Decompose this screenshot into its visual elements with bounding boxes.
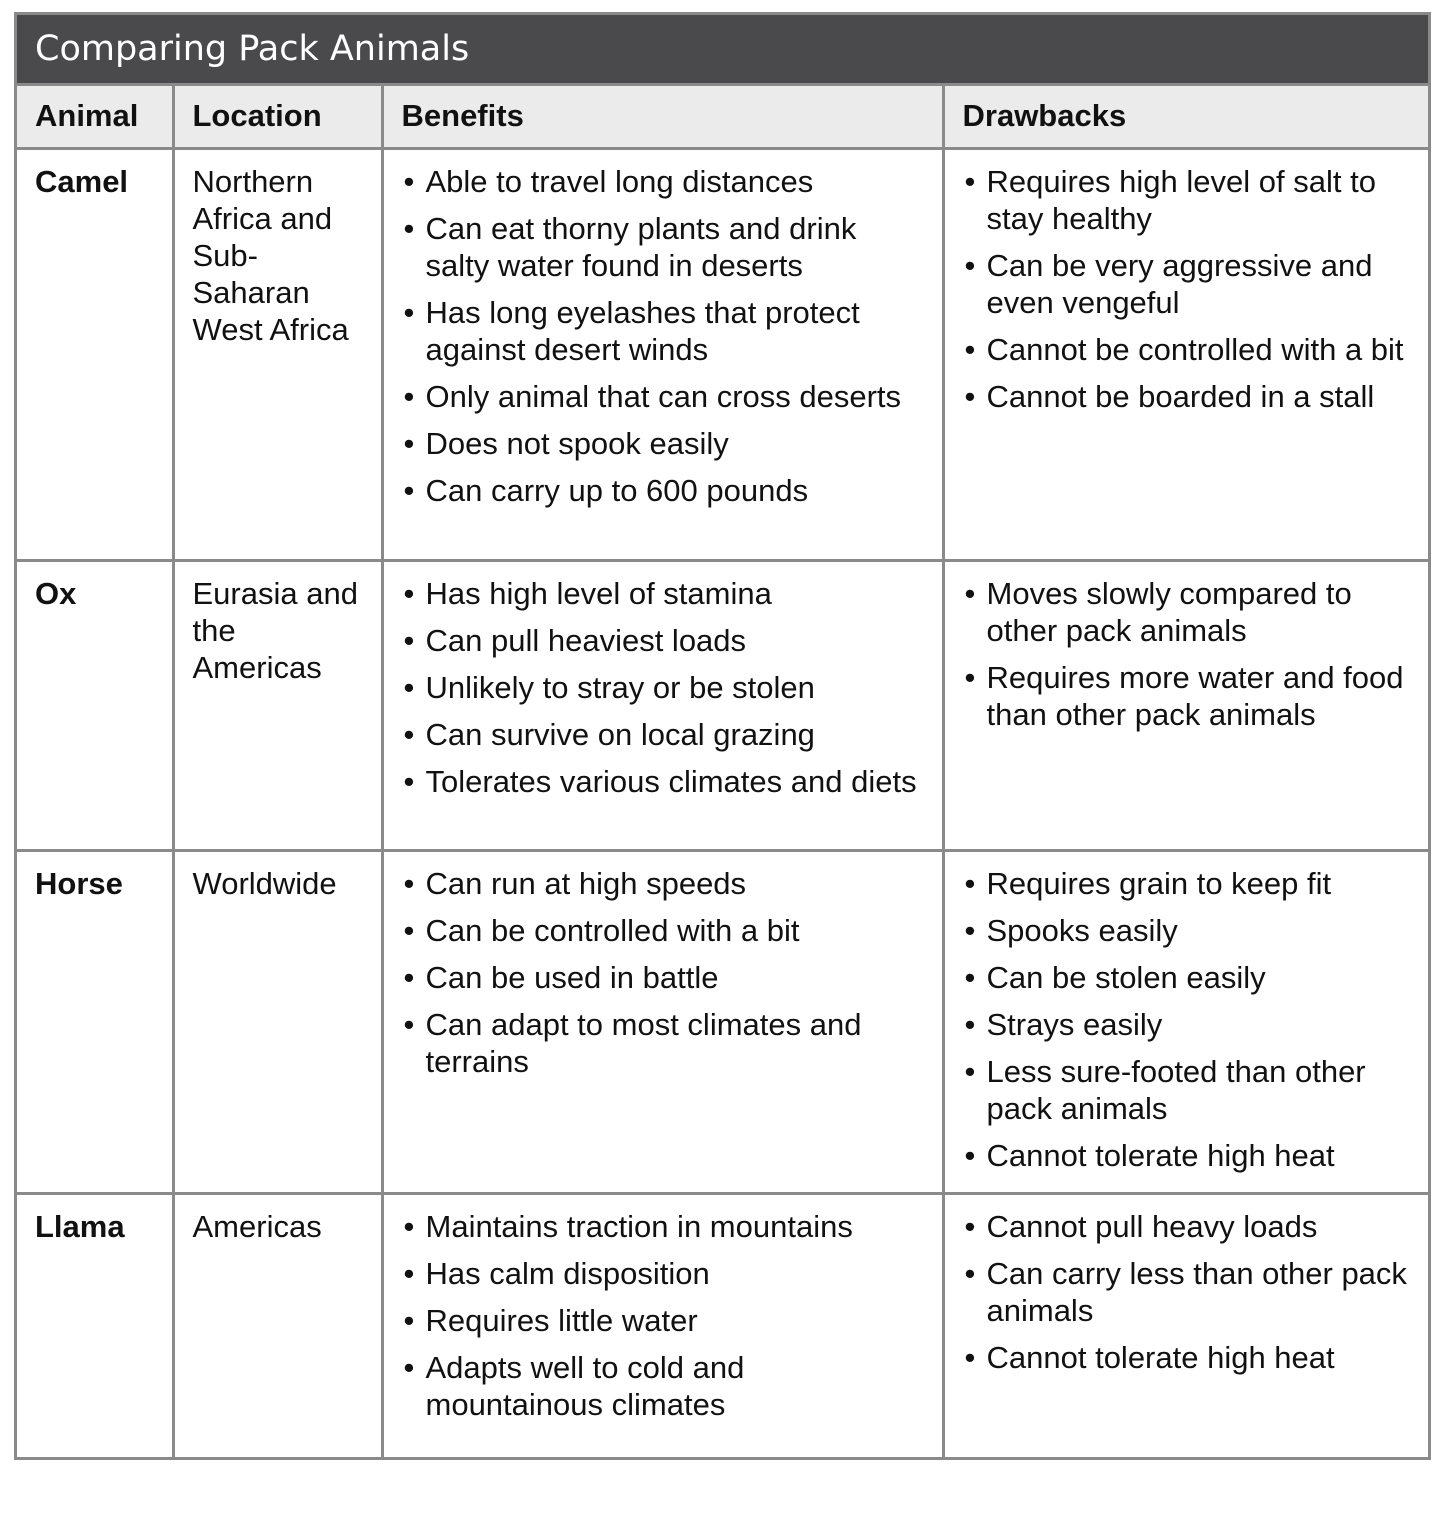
list-item: • Spooks easily — [965, 912, 1415, 949]
list-item: • Less sure-footed than other pack animals — [965, 1053, 1415, 1127]
drawbacks-cell — [943, 560, 1428, 850]
drawbacks-list — [965, 163, 1415, 415]
list-item: • Strays easily — [965, 1006, 1415, 1043]
list-item: • Cannot tolerate high heat — [965, 1339, 1415, 1376]
list-item: • Can be stolen easily — [965, 959, 1415, 996]
list-item: • Has high level of stamina — [404, 575, 928, 612]
list-item: • Has calm disposition — [404, 1255, 928, 1292]
list-item: • Can pull heaviest loads — [404, 622, 928, 659]
list-item: • Cannot be boarded in a stall — [965, 378, 1415, 415]
list-item: • Only animal that can cross deserts — [404, 378, 928, 415]
benefits-list — [404, 575, 928, 800]
header-location: Location — [173, 86, 382, 148]
animal-location: Northern Africa and Sub-Saharan West Africa — [173, 148, 382, 560]
list-item: • Requires grain to keep fit — [965, 865, 1415, 902]
benefits-list — [404, 865, 928, 1080]
drawbacks-cell — [943, 148, 1428, 560]
list-item: • Cannot pull heavy loads — [965, 1208, 1415, 1245]
table-title: Comparing Pack Animals — [17, 15, 1428, 86]
list-item: • Cannot tolerate high heat — [965, 1137, 1415, 1174]
header-benefits: Benefits — [382, 86, 943, 148]
benefits-list — [404, 1208, 928, 1423]
list-item: • Has long eyelashes that protect against desert winds — [404, 294, 928, 368]
table-row-ox — [17, 560, 1428, 850]
benefits-cell — [382, 1193, 943, 1457]
header-row — [17, 86, 1428, 148]
header-drawbacks: Drawbacks — [943, 86, 1428, 148]
list-item: • Able to travel long distances — [404, 163, 928, 200]
benefits-cell — [382, 560, 943, 850]
list-item: • Can carry up to 600 pounds — [404, 472, 928, 509]
benefits-list — [404, 163, 928, 509]
list-item: • Can be very aggressive and even vengeful — [965, 247, 1415, 321]
table-row-horse — [17, 850, 1428, 1193]
benefits-cell — [382, 850, 943, 1193]
drawbacks-list — [965, 575, 1415, 733]
list-item: • Requires high level of salt to stay healthy — [965, 163, 1415, 237]
table-row-camel — [17, 148, 1428, 560]
list-item: • Moves slowly compared to other pack animals — [965, 575, 1415, 649]
list-item: • Can eat thorny plants and drink salty water found in deserts — [404, 210, 928, 284]
table-row-llama — [17, 1193, 1428, 1457]
list-item: • Does not spook easily — [404, 425, 928, 462]
list-item: • Can be used in battle — [404, 959, 928, 996]
list-item: • Tolerates various climates and diets — [404, 763, 928, 800]
animal-name: Llama — [17, 1193, 173, 1457]
list-item: • Requires little water — [404, 1302, 928, 1339]
animal-name: Camel — [17, 148, 173, 560]
animal-location: Eurasia and the Americas — [173, 560, 382, 850]
animal-location: Americas — [173, 1193, 382, 1457]
list-item: • Requires more water and food than other pack animals — [965, 659, 1415, 733]
pack-animals-table-panel — [14, 12, 1431, 1460]
drawbacks-cell — [943, 1193, 1428, 1457]
drawbacks-list — [965, 865, 1415, 1174]
drawbacks-cell — [943, 850, 1428, 1193]
animal-name: Ox — [17, 560, 173, 850]
animal-location: Worldwide — [173, 850, 382, 1193]
header-animal: Animal — [17, 86, 173, 148]
list-item: • Can be controlled with a bit — [404, 912, 928, 949]
list-item: • Can survive on local grazing — [404, 716, 928, 753]
benefits-cell — [382, 148, 943, 560]
list-item: • Can run at high speeds — [404, 865, 928, 902]
comparison-table — [17, 86, 1428, 1457]
drawbacks-list — [965, 1208, 1415, 1376]
list-item: • Can adapt to most climates and terrains — [404, 1006, 928, 1080]
list-item: • Adapts well to cold and mountainous climates — [404, 1349, 928, 1423]
list-item: • Can carry less than other pack animals — [965, 1255, 1415, 1329]
list-item: • Maintains traction in mountains — [404, 1208, 928, 1245]
list-item: • Unlikely to stray or be stolen — [404, 669, 928, 706]
animal-name: Horse — [17, 850, 173, 1193]
list-item: • Cannot be controlled with a bit — [965, 331, 1415, 368]
